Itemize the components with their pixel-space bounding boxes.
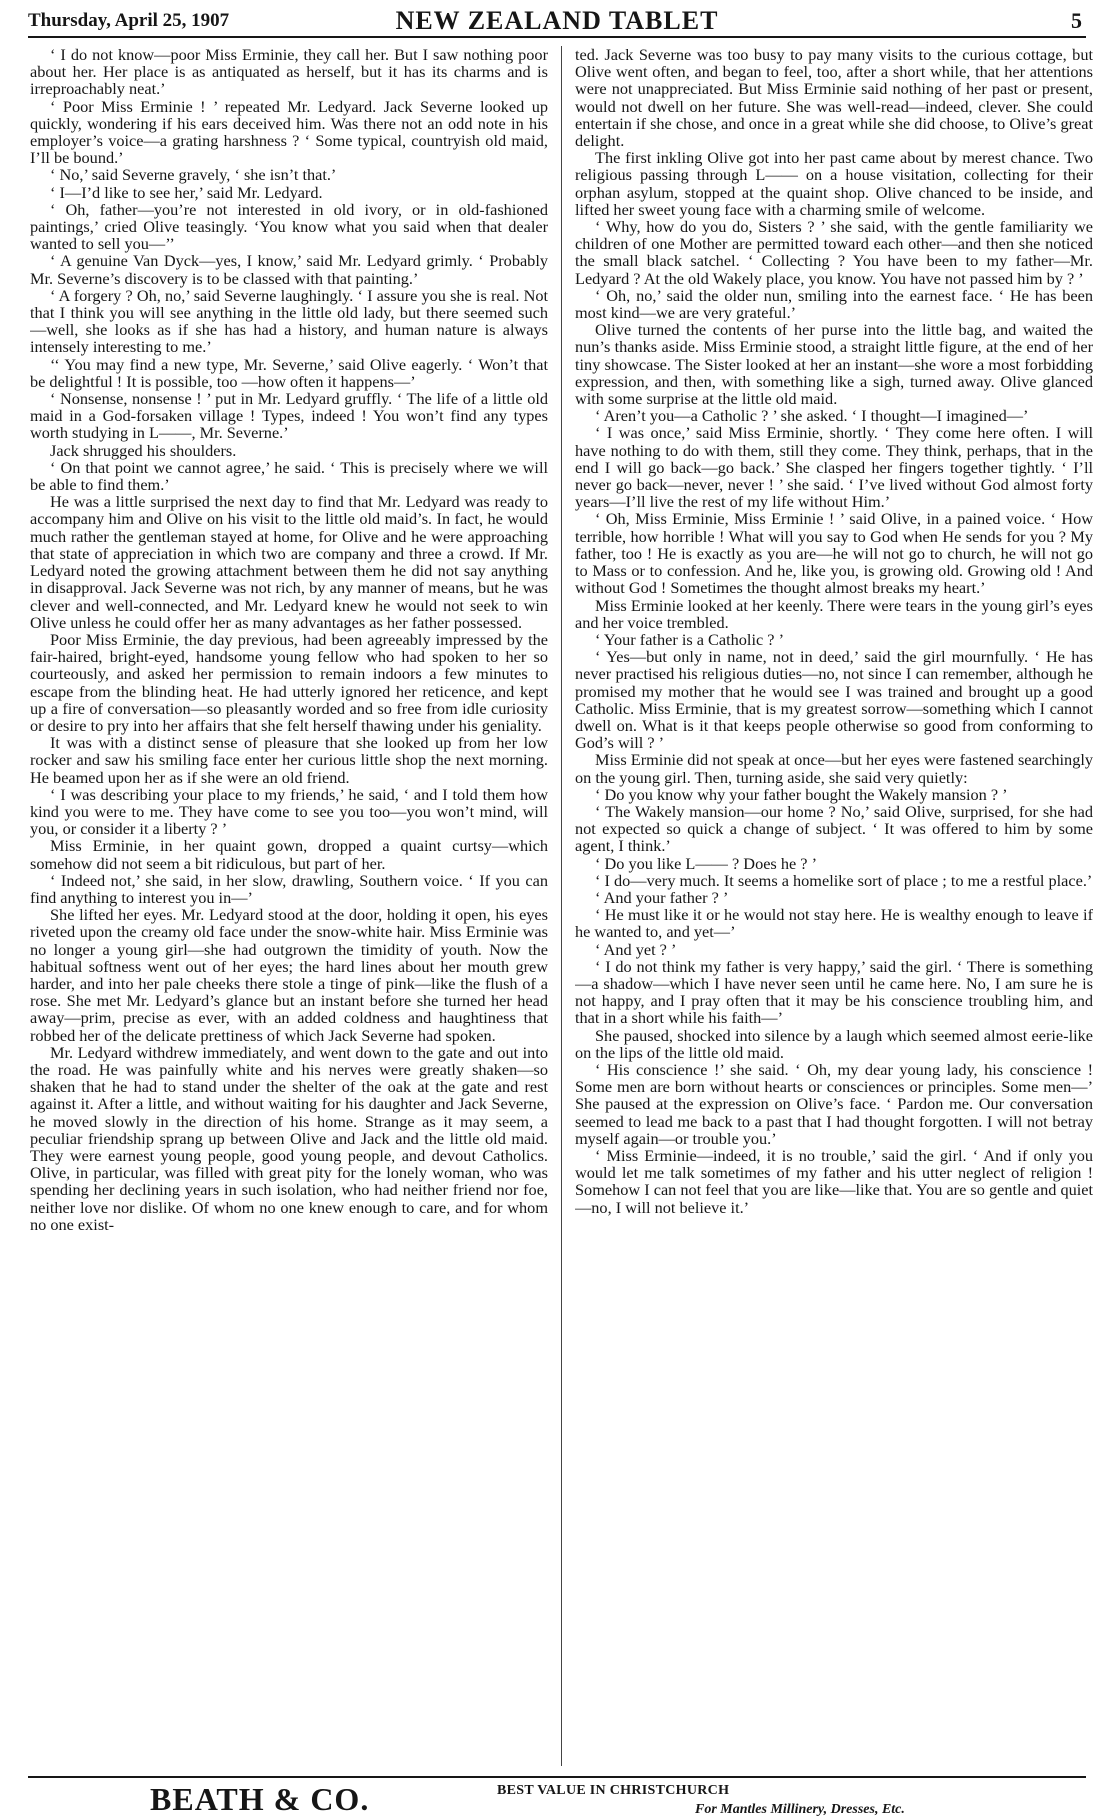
paragraph: Miss Erminie, in her quaint gown, dropped a quaint curtsy—which somehow did not seem a bit ridiculous, but part of her. bbox=[30, 836, 548, 873]
masthead bbox=[28, 6, 1086, 38]
paragraph: He was a little surprised the next day to find that Mr. Ledyard was ready to accompany him and Olive on his visit to the little old maid’s. In fact, he would much rather the gentleman stayed at home, for Olive and he were approaching that state of appreciation in which two are company and three a crowd. If Mr. Ledyard noted the growing attachment between them he did not say anything in disapproval. Jack Severne was not rich, by any manner of means, but he was clever and well-connected, and Mr. Ledyard knew he would not seek to win Olive unless he could offer her as many advantages as her father possessed. bbox=[30, 492, 548, 632]
paragraph: ‘ I do not think my father is very happy,’ said the girl. ‘ There is something—a shadow—which I have never seen until he came here. No, I am sure he is not happy, and I pray often that it may be his conscience troubling him, and that in a short while his faith—’ bbox=[575, 956, 1093, 1028]
paragraph: ‘ A forgery ? Oh, no,’ said Severne laughingly. ‘ I assure you she is real. Not that I think you will see anything in the little old lady, but there seemed such —well, she looks as if she has had a history, and human nature is always intensely interesting to me.’ bbox=[30, 285, 548, 357]
paragraph: ‘ His conscience !’ she said. ‘ Oh, my dear young lady, his conscience ! Some men are born without hearts or consciences or principles. Some men—’ She paused at the expression on Olive’s face. ‘ Pardon me. Our conversation seemed to lead me back to a past that I had thought forgotten. I will not betray myself again—or trouble you.’ bbox=[575, 1059, 1093, 1148]
paragraph: ‘ He must like it or he would not stay here. He is wealthy enough to leave if he wanted to, and yet—’ bbox=[575, 905, 1093, 942]
advertisement-tagline: BEST VALUE IN CHRISTCHURCH bbox=[497, 1783, 730, 1798]
paragraph: ‘ I was describing your place to my friends,’ he said, ‘ and I told them how kind you were to me. They have come to see you too—you won’t mind, will you, or consider it a liberty ? ’ bbox=[30, 784, 548, 839]
paragraph: ‘ Indeed not,’ she said, in her slow, drawling, Southern voice. ‘ If you can find anything to interest you in—’ bbox=[30, 870, 548, 907]
paragraph: ‘ Do you like L—— ? Does he ? ’ bbox=[595, 853, 817, 873]
paragraph: ‘ Oh, Miss Erminie, Miss Erminie ! ’ said Olive, in a pained voice. ‘ How terrible, how horrible ! What will you say to God when He sends for you ? My father, too ! He is exactly as you are—he will not go to church, he will not go to Mass or to confession. And he, like you, is growing old. Growing old ! And without God ! Sometimes the thought almost breaks my heart.’ bbox=[575, 509, 1093, 598]
paragraph: ‘ The Wakely mansion—our home ? No,’ said Olive, surprised, for she had not expected so quick a change of subject. ‘ It was offered to him by some agent, I think.’ bbox=[575, 801, 1093, 856]
advertisement-products: For Mantles Millinery, Dresses, Etc. bbox=[695, 1802, 905, 1817]
paragraph: ‘ I do not know—poor Miss Erminie, they call her. But I saw nothing poor about her. Her place is as antiquated as herself, but it has its charms and is irreproachably neat.’ bbox=[30, 46, 548, 99]
paragraph: Poor Miss Erminie, the day previous, had been agreeably impressed by the fair-haired, bright-eyed, handsome young fellow who had spoken to her so courteously, and asked her permission to remain indoors a few minutes to escape from the blinding heat. He had utterly ignored her reticence, and kept up a fire of conversation—so pleasantly worded and so free from idle curiosity or desire to pry into her affairs that she felt herself thawing under his geniality. bbox=[30, 629, 548, 735]
paragraph: ‘ I—I’d like to see her,’ said Mr. Ledyard. bbox=[50, 182, 323, 202]
paragraph: The first inkling Olive got into her past came about by merest chance. Two religious passing through L—— on a house visitation, collecting for their orphan asylum, stopped at the quaint shop. Olive chanced to be inside, and lifted her sweet young face with a charming smile of welcome. bbox=[575, 148, 1093, 219]
paragraph: Mr. Ledyard withdrew immediately, and went down to the gate and out into the road. He was painfully white and his nerves were greatly shaken—so shaken that he had to stand under the shelter of the oak at the gate and rest against it. After a little, and without waiting for his daughter and Jack Severne, he moved slowly in the direction of his home. Strange as it may seem, a peculiar friendship sprang up between Olive and Jack and the little old maid. They were earnest young people, good young people, and devout Catholics. Olive, in particular, was filled with great pity for the lonely woman, who was spending her declining years in such isolation, who had neither friend nor foe, neither love nor dislike. Of whom no one knew enough to care, and for whom no one exist- bbox=[30, 1042, 548, 1234]
paragraph: Miss Erminie looked at her keenly. There were tears in the young girl’s eyes and her voice trembled. bbox=[575, 595, 1093, 632]
advertisement-brand: BEATH & CO. bbox=[150, 1781, 370, 1817]
paragraph: ted. Jack Severne was too busy to pay many visits to the curious cottage, but Olive went often, and began to feel, too, after a short while, that her attentions were not unappreciated. But Miss Erminie said nothing of her past or present, would not dwell on her future. She was well-read—indeed, clever. She could entertain if she chose, and once in a great while she did choose, to Olive’s great delight. bbox=[575, 46, 1093, 151]
paragraph: ‘ I was once,’ said Miss Erminie, shortly. ‘ They come here often. I will have nothing to do with them, still they come. They think, perhaps, that in the end I will go back—go back.’ She clasped her fingers together tightly. ‘ I’ll never go back—never, never ! ’ she said. ‘ I’ve lived without God almost forty years—I’ll live the rest of my life without Him.’ bbox=[575, 423, 1093, 512]
paragraph: ‘ Why, how do you do, Sisters ? ’ she said, with the gentle familiarity we children of one Mother are permitted toward each other—and then she noticed the small black satchel. ‘ Collecting ? You have been to my father—Mr. Ledyard ? At the old Wakely place, you know. You have not passed him by ? ’ bbox=[575, 217, 1093, 288]
paragraph: ‘ On that point we cannot agree,’ he said. ‘ This is precisely where we will be able to find them.’ bbox=[30, 457, 548, 495]
paragraph: ‘ And your father ? ’ bbox=[595, 887, 729, 907]
paragraph: Jack shrugged his shoulders. bbox=[50, 440, 237, 460]
paragraph: ‘ Oh, father—you’re not interested in old ivory, or in old-fashioned paintings,’ cried Olive teasingly. ‘You know what you said when that dealer wanted to sell you—’’ bbox=[30, 199, 548, 254]
paragraph: It was with a distinct sense of pleasure that she looked up from her low rocker and saw his smiling face enter her curious little shop the next morning. He beamed upon her as if she were an old friend. bbox=[30, 733, 548, 787]
paragraph: ‘ Yes—but only in name, not in deed,’ said the girl mournfully. ‘ He has never practised his religious duties—no, not since I can remember, although he promised my mother that he would see I was trained and brought up a good Catholic. Miss Erminie, that is my greatest sorrow—something which I cannot dwell on. What is it that keeps people otherwise so good from conforming to God’s will ? ’ bbox=[575, 647, 1093, 753]
article-left-column bbox=[30, 46, 548, 1774]
paragraph: ‘ Oh, no,’ said the older nun, smiling into the earnest face. ‘ He has been most kind—we are very grateful.’ bbox=[575, 285, 1093, 323]
paragraph: ‘ Nonsense, nonsense ! ’ put in Mr. Ledyard gruffly. ‘ The life of a little old maid in a God-forsaken village ! Types, indeed ! You won’t find any types worth studying in L——, Mr. Severne.’ bbox=[30, 389, 548, 443]
newspaper-title: NEW ZEALAND TABLET bbox=[395, 6, 719, 35]
paragraph: She lifted her eyes. Mr. Ledyard stood at the door, holding it open, his eyes riveted upon the creamy old face under the snow-white hair. Miss Erminie was no longer a young girl—she had outgrown the timidity of youth. Now the habitual softness went out of her eyes; the hard lines about her mouth grew harder, and into her pale cheeks there stole a tinge of pink—like the flush of a rose. She met Mr. Ledyard’s glance but an instant before she turned her head away—prim, precise as ever, with an added coldness and haughtiness that robbed her of the delicate prettiness of which Jack Severne had spoken. bbox=[30, 905, 548, 1045]
column-divider bbox=[561, 46, 562, 1766]
paragraph: Olive turned the contents of her purse into the little bag, and waited the nun’s thanks aside. Miss Erminie stood, a straight little figure, at the end of her tiny showcase. The Sister looked at her an instant—she wore a most forbidding expression, and then, with something like a sigh, turned away. Olive glanced with some surprise at the little old maid. bbox=[575, 320, 1093, 409]
paragraph: ‘ And yet ? ’ bbox=[595, 939, 677, 959]
paragraph: ‘ Your father is a Catholic ? ’ bbox=[595, 629, 784, 649]
paragraph: ‘ No,’ said Severne gravely, ‘ she isn’t that.’ bbox=[50, 165, 337, 185]
paragraph: ‘ A genuine Van Dyck—yes, I know,’ said Mr. Ledyard grimly. ‘ Probably Mr. Severne’s discovery is to be classed with that painting.’ bbox=[30, 251, 548, 288]
paragraph: ‘ Aren’t you—a Catholic ? ’ she asked. ‘ I thought—I imagined—’ bbox=[595, 406, 1029, 426]
page-number: 5 bbox=[1071, 8, 1082, 33]
issue-date: Thursday, April 25, 1907 bbox=[28, 10, 230, 31]
paragraph: ‘ Do you know why your father bought the Wakely mansion ? ’ bbox=[595, 784, 1008, 804]
paragraph: ‘ I do—very much. It seems a homelike sort of place ; to me a restful place.’ bbox=[595, 870, 1093, 890]
paragraph: She paused, shocked into silence by a laugh which seemed almost eerie-like on the lips of the little old maid. bbox=[575, 1025, 1093, 1062]
paragraph: ‘ Poor Miss Erminie ! ’ repeated Mr. Ledyard. Jack Severne looked up quickly, wondering if his ears deceived him. Was there not an odd note in his employer’s voice—a grating harshness ? ‘ Some typical, countryish old maid, I’ll be bound.’ bbox=[30, 96, 548, 168]
article-right-column bbox=[575, 46, 1093, 1774]
paragraph: Miss Erminie did not speak at once—but her eyes were fastened searchingly on the young girl. Then, turning aside, she said very quietly: bbox=[575, 750, 1093, 787]
paragraph: ‘ Miss Erminie—indeed, it is no trouble,’ said the girl. ‘ And if only you would let me talk sometimes of my father and his utter neglect of religion ! Somehow I can not feel that you are like—like that. You are so gentle and quiet—no, I will not believe it.’ bbox=[575, 1146, 1093, 1217]
footer-divider bbox=[28, 1776, 1086, 1778]
paragraph: ‘‘ You may find a new type, Mr. Severne,’ said Olive eagerly. ‘ Won’t that be delightful ! It is possible, too —how often it happens—’ bbox=[30, 354, 548, 391]
